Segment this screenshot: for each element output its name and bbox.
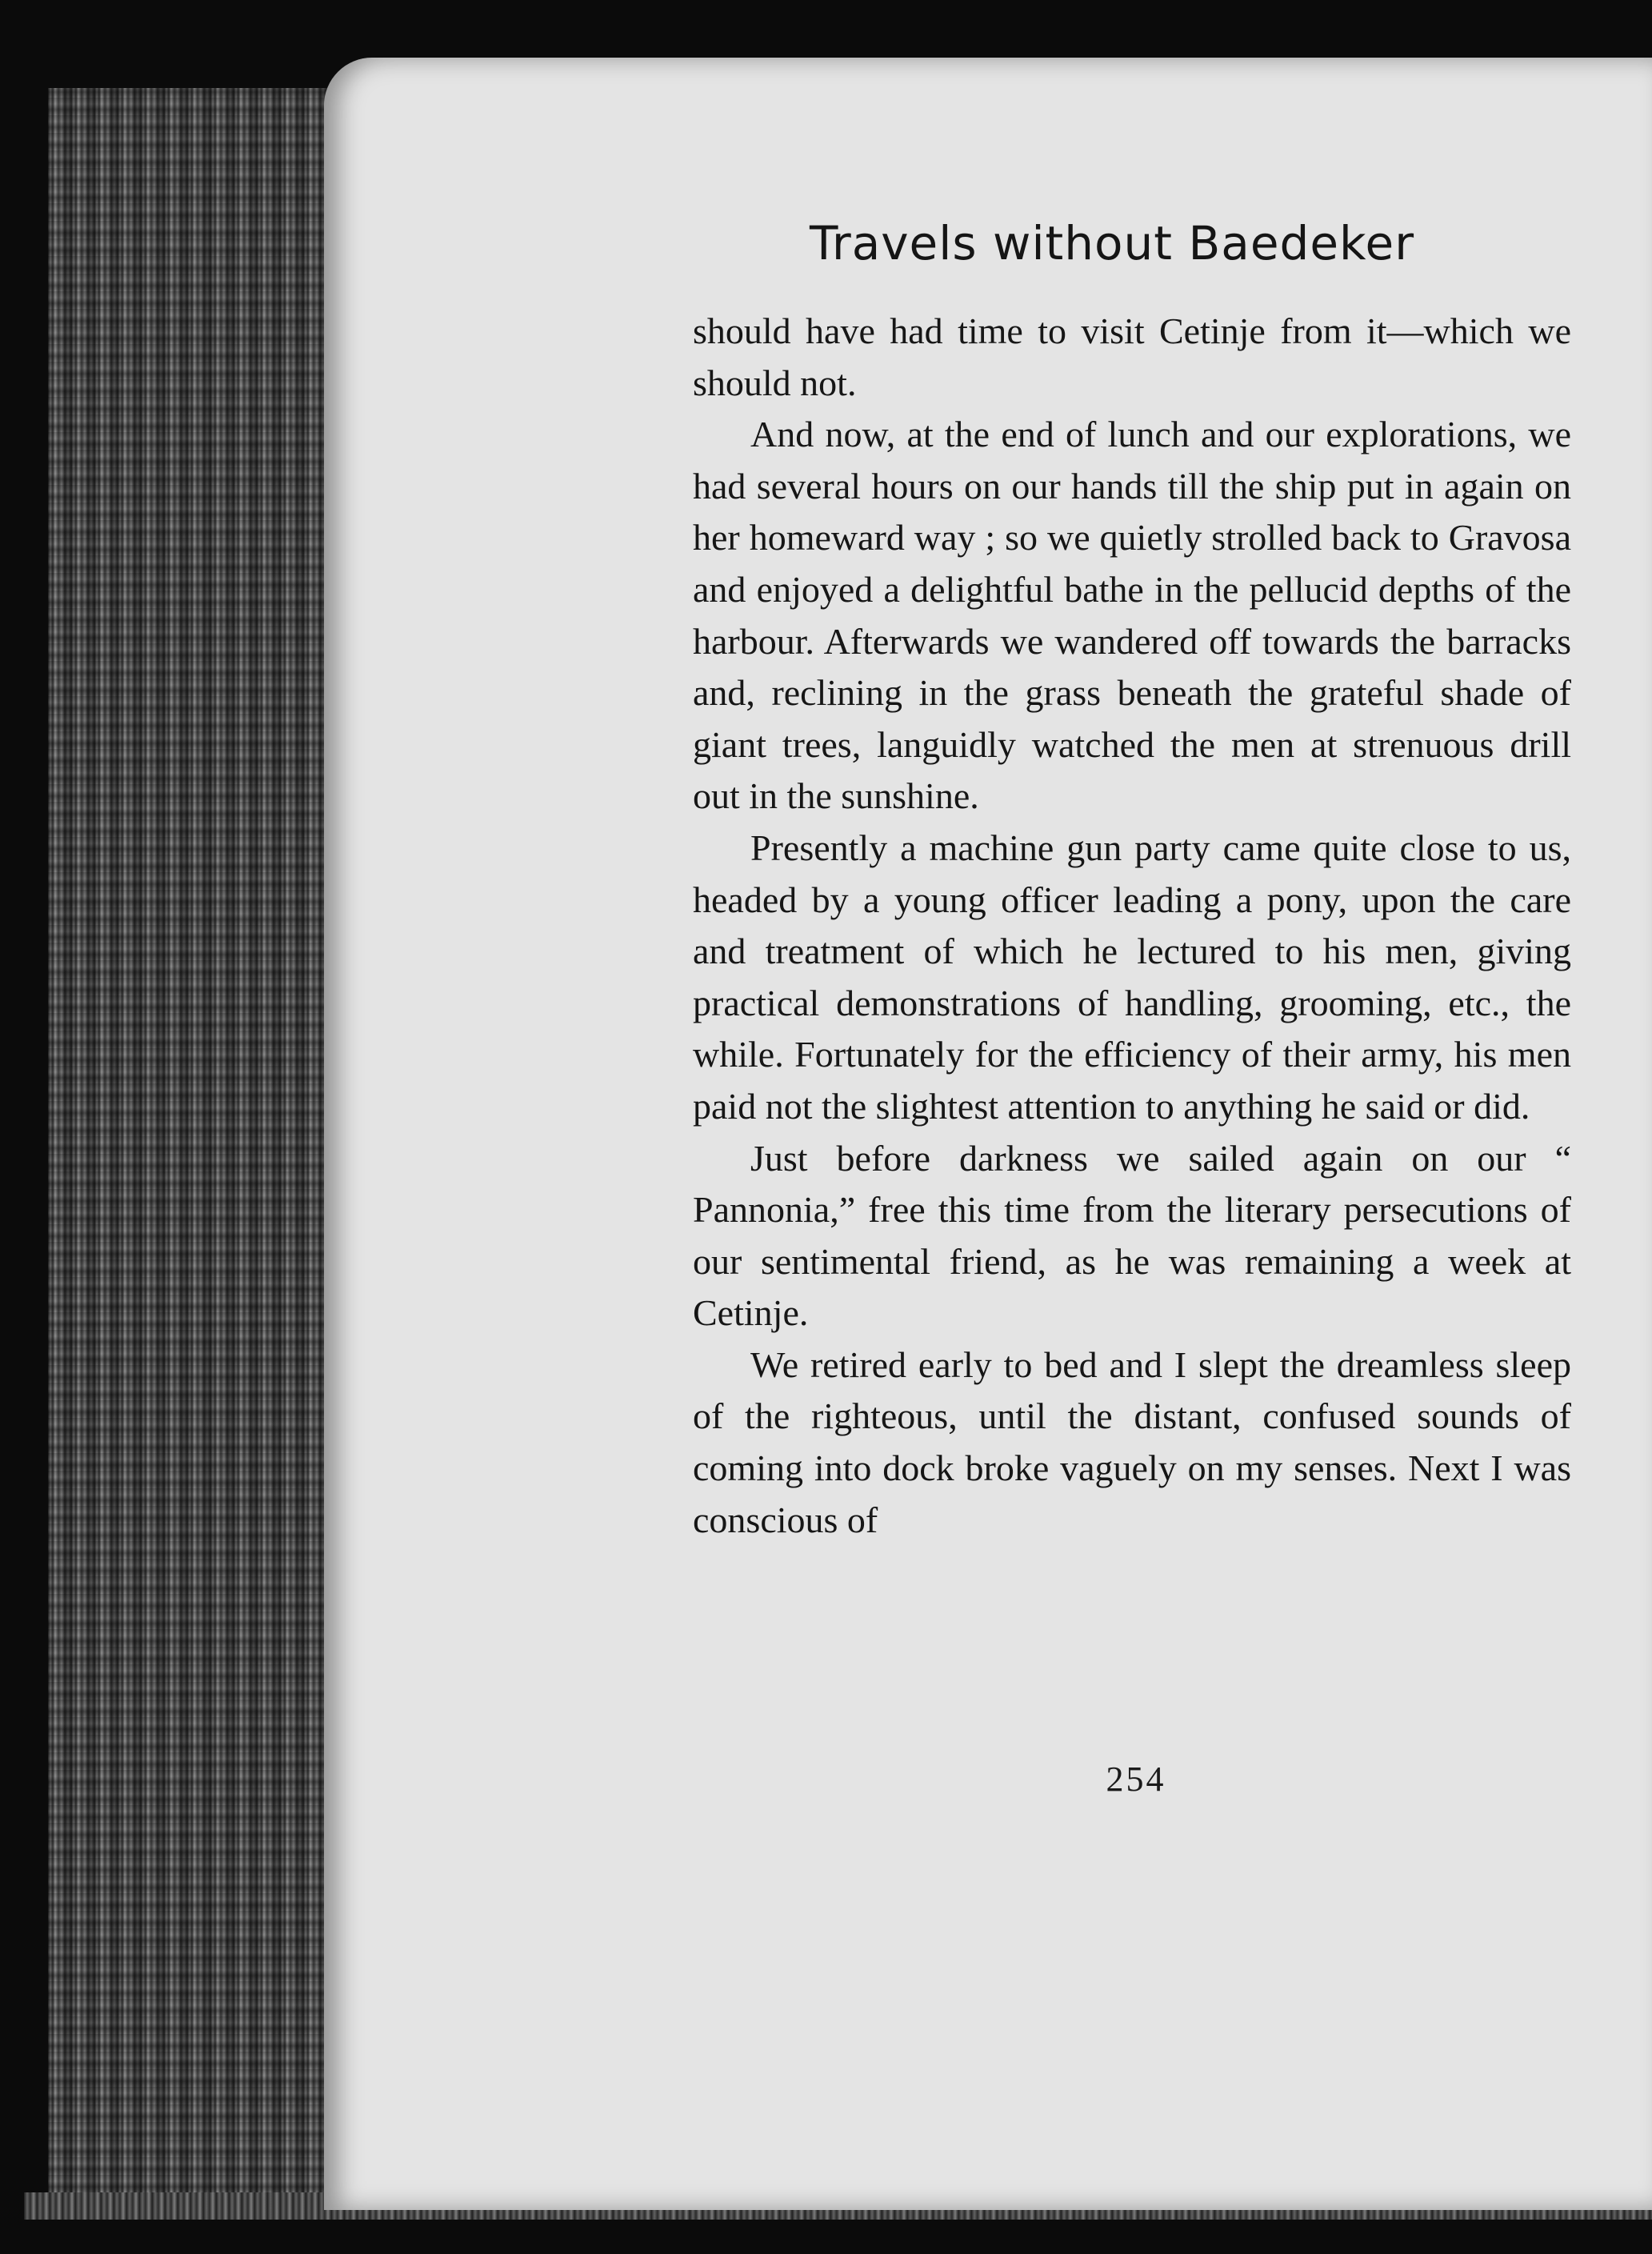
paragraph: Presently a machine gun party came quite close to us, headed by a young officer leading a pony, upon the care and treatment of which he lectured to his men, giving practical demonstrations of handling, grooming, etc., the while. Fortunately for the efficiency of their army, his men paid not the slightest attention to anything he said or did. [693,827,1571,1127]
paragraph: We retired early to bed and I slept the dreamless sleep of the righteous, until the distant, confused sounds of coming into dock broke vaguely on my senses. Next I was conscious of [693,1343,1571,1540]
page-number: 254 [1106,1760,1166,1799]
paragraph: Just before darkness we sailed again on our “ Pannonia,” free this time from the literary persecutions of our sentimental friend, as he was remaining a week at Cetinje. [693,1137,1571,1334]
running-head: Travels without Baedeker [809,216,1415,270]
book-page-edges [48,88,344,2192]
paragraph: should have had time to visit Cetinje from it—which we should not. [693,310,1571,403]
paragraph: And now, at the end of lunch and our explorations, we had several hours on our hands till the ship put in again on her homeward way ; so we quietly strolled back to Gravosa and enjoyed a delightful bathe in the pellucid depths of the harbour. Afterwards we wandered off towards the barracks and, reclining in the grass beneath the grateful shade of giant trees, languidly watched the men at strenuous drill out in the sunshine. [693,414,1571,817]
body-text [693,306,1571,1546]
